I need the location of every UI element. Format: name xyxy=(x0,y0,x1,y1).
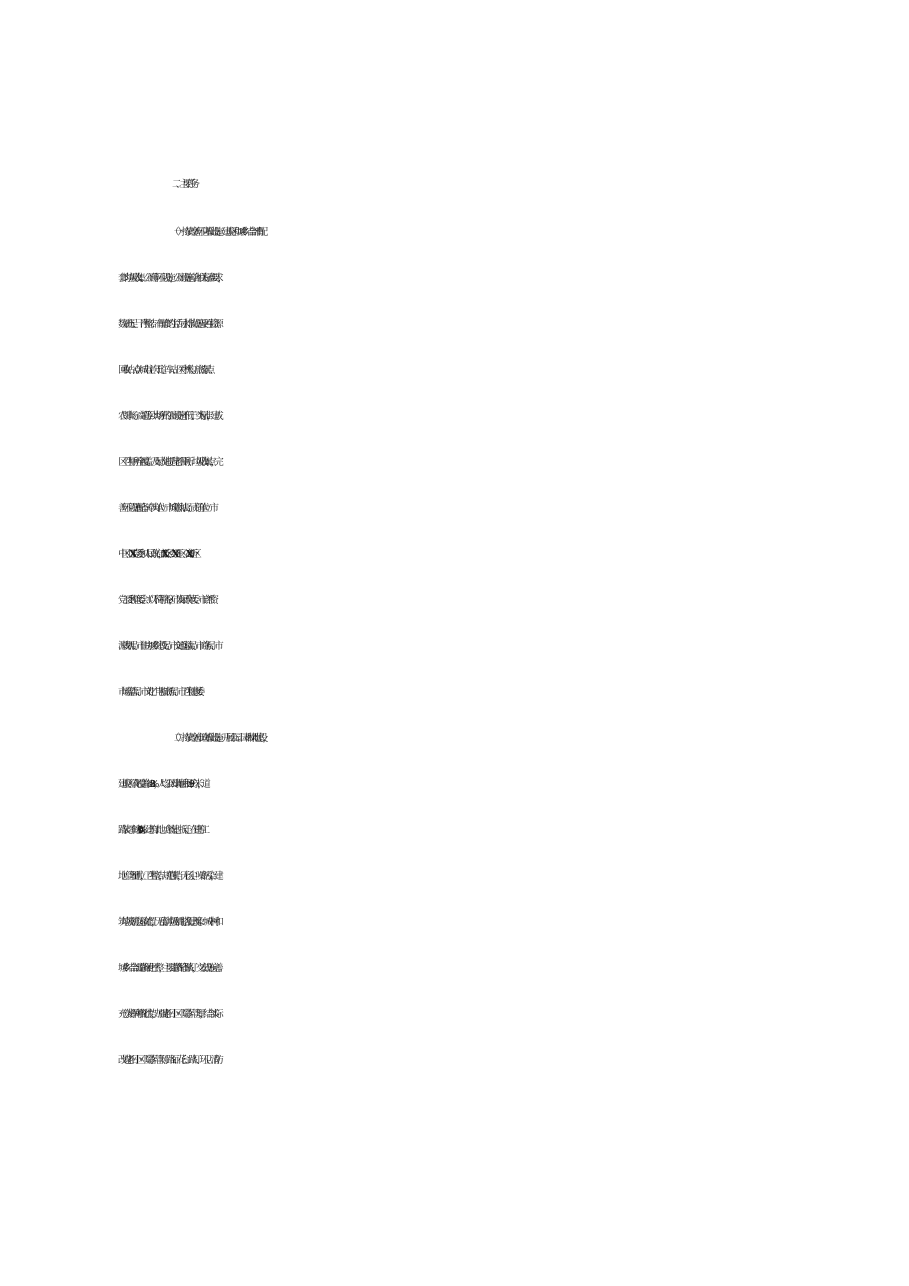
section-heading: 二、主要任务 xyxy=(172,179,195,190)
paragraph-1-line: 党工委和管委会（以下简称各区），市发展改革委、市自然资 xyxy=(118,595,214,606)
paragraph-1-line: （一）持续改善环卫基础设施。建成区和城乡结合部有配 xyxy=(170,227,263,238)
paragraph-2-line: 建成区绿化覆盖率≥38%，人均公园绿地面积≥9 平方米，道 xyxy=(118,779,205,790)
paragraph-1-line: 源规划局、市住房城乡建设局、市交通运输局、市商务局、市 xyxy=(118,641,218,652)
paragraph-1-line: 农贸市场、商超等公共场所的公厕设施不低于二类标准，建成 xyxy=(118,411,218,422)
paragraph-2-line: （二）持续改善市政基础设施。开展公园、园林绿地建设， xyxy=(170,733,267,744)
paragraph-2-line: 路装灯率达到 100%。建筑工地（含待建、拆迁、在建等工 xyxy=(118,825,205,836)
paragraph-1-line: 套的垃圾收集、公厕等环卫设施，公厕设施符合相关标准要求， xyxy=(118,273,222,284)
paragraph-2-line: 城乡结合部道路硬化平整，主要道路配备路灯，交安设施完善。 xyxy=(118,963,222,974)
paragraph-2-line: 改造老旧小区（院落）管网、路面、花台、路灯、环卫、消防 xyxy=(118,1055,218,1066)
paragraph-1-line: 区卫生厕所全覆盖。及时改造提升老旧厕所、垃圾收集点，完 xyxy=(118,457,218,468)
paragraph-1-line: 市场监管局、市文化广电和旅游局、市卫生健康委〕 xyxy=(118,687,204,698)
paragraph-1-line: 回收站（点）。城市主次干道、车站、医疗机构、旅游景点、 xyxy=(118,365,214,376)
paragraph-1-line: 数量充足、干净整洁；有配套的生活污水排放设施及再生资源 xyxy=(118,319,218,330)
paragraph-1-line: 善环卫设施配备。〔牵头单位：市城管执法局；责任单位：市 xyxy=(118,503,214,514)
paragraph-2-line: 充分发挥网格化优势，加强老旧小区（院落）管理，结合实际 xyxy=(118,1009,218,1020)
paragraph-1-line: 中区、XX 区党委和人民政府，XX 新区、XX 经开区、XX 高新区 xyxy=(118,549,196,560)
paragraph-2-line: 筑垃圾规范运输处置，无乱倒垃圾和乱搭乱建现象。城中村和 xyxy=(118,917,218,928)
paragraph-2-line: 地）管理到位，卫生整洁，规范围挡，无扬尘、噪音污染，建 xyxy=(118,871,218,882)
